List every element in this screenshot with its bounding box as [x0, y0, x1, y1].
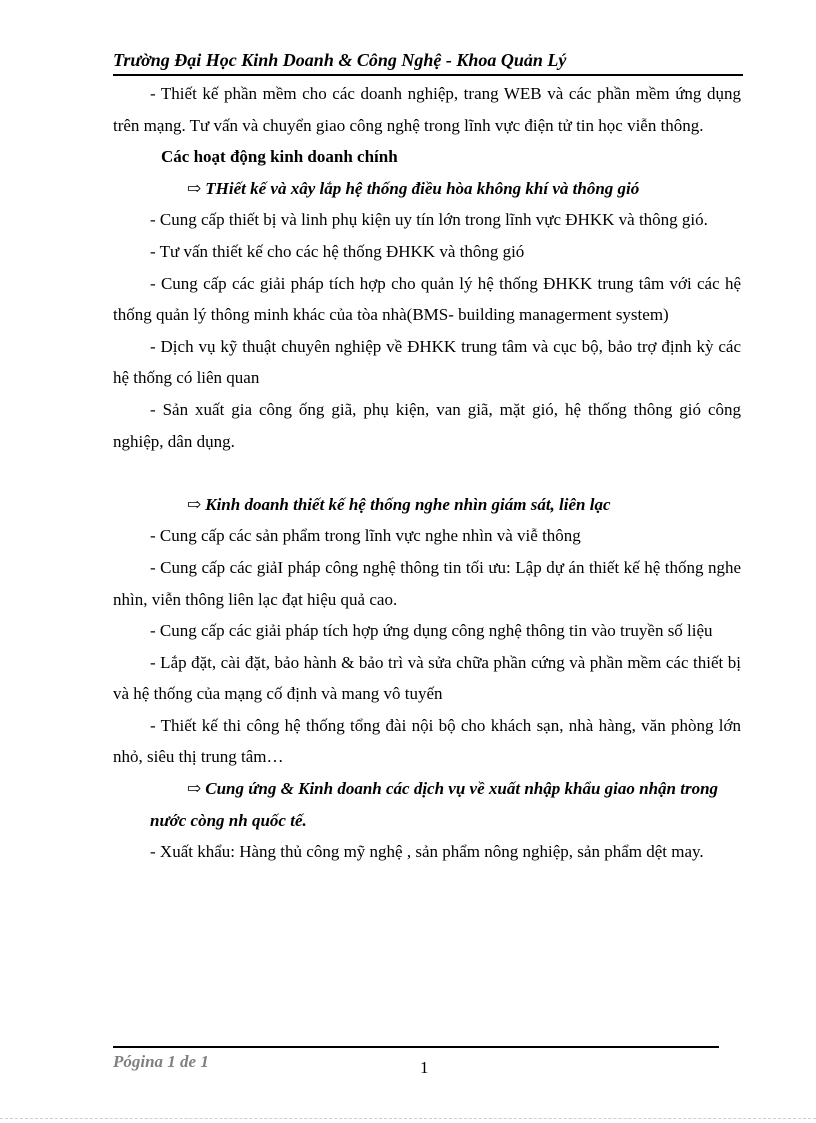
page-header-title: Trường Đại Học Kinh Doanh & Công Nghệ - Khoa Quản Lý [113, 50, 567, 70]
section-heading: Các hoạt động kinh doanh chính [161, 147, 398, 167]
list-item: - Thiết kế thi công hệ thống tổng đài nội bộ cho khách sạn, nhà hàng, văn phòng lớn nhỏ, siêu thị trung tâm… [113, 715, 741, 767]
page-number: 1 [420, 1058, 429, 1077]
subsection-title-text: THiết kế và xây lắp hệ thống điều hòa không khí và thông gió [205, 178, 640, 198]
subsection-title-hvac [113, 173, 741, 205]
footer-page-label: Pógina 1 de 1 [113, 1052, 209, 1071]
list-item: - Dịch vụ kỹ thuật chuyên nghiệp về ĐHKK trung tâm và cục bộ, bảo trợ định kỳ các hệ thống có liên quan [113, 336, 741, 388]
arrow-icon: ⇨ [187, 178, 202, 198]
list-item: - Xuất khẩu: Hàng thủ công mỹ nghệ , sản phẩm nông nghiệp, sản phẩm dệt may. [150, 842, 704, 862]
list-item: - Tư vấn thiết kế cho các hệ thống ĐHKK và thông gió [150, 241, 525, 261]
list-item: - Cung cấp thiết bị và linh phụ kiện uy tín lớn trong lĩnh vực ĐHKK và thông gió. [150, 210, 708, 230]
arrow-icon: ⇨ [187, 779, 202, 799]
arrow-icon: ⇨ [187, 494, 202, 514]
list-item: - Cung cấp các giải pháp tích hợp cho quản lý hệ thống ĐHKK trung tâm với các hệ thống quản lý thông minh khác của tòa nhà(BMS- building managerment system) [113, 273, 741, 325]
subsection-title-text: Cung ứng & Kinh doanh các dịch vụ về xuất nhập khẩu giao nhận trong [205, 779, 719, 799]
header-rule [113, 74, 743, 76]
blank-line [113, 457, 741, 489]
subsection-title-av [113, 489, 741, 521]
list-item: - Sản xuất gia công ống giã, phụ kiện, van giã, mặt gió, hệ thống thông gió công nghiệp, dân dụng. [113, 399, 741, 451]
subsection-title-continuation: nước còng nh quốc tế. [150, 810, 307, 830]
subsection-title-import-export [113, 773, 741, 805]
footer-rule [113, 1046, 719, 1048]
list-item: - Cung cấp các sản phẩm trong lĩnh vực nghe nhìn và viễ thông [150, 526, 581, 546]
list-item: - Cung cấp các giảI pháp công nghệ thông tin tối ưu: Lập dự án thiết kế hệ thống nghe nhìn, viễn thông liên lạc đạt hiệu quả cao. [113, 557, 741, 609]
list-item: - Lắp đặt, cài đặt, bảo hành & bảo trì và sửa chữa phần cứng và phần mềm các thiết bị và hệ thống của mạng cố định và mang vô tuyến [113, 652, 741, 704]
list-item: - Cung cấp các giải pháp tích hợp ứng dụng công nghệ thông tin vào truyền số liệu [150, 621, 713, 641]
subsection-title-text: Kinh doanh thiết kế hệ thống nghe nhìn giám sát, liên lạc [205, 494, 611, 514]
intro-paragraph: - Thiết kế phần mềm cho các doanh nghiệp, trang WEB và các phần mềm ứng dụng trên mạng. Tư vấn và chuyển giao công nghệ trong lĩnh vực điện tử tin học viễn thông. [113, 84, 741, 135]
page-bottom-edge [0, 1118, 816, 1119]
document-body [113, 78, 741, 868]
